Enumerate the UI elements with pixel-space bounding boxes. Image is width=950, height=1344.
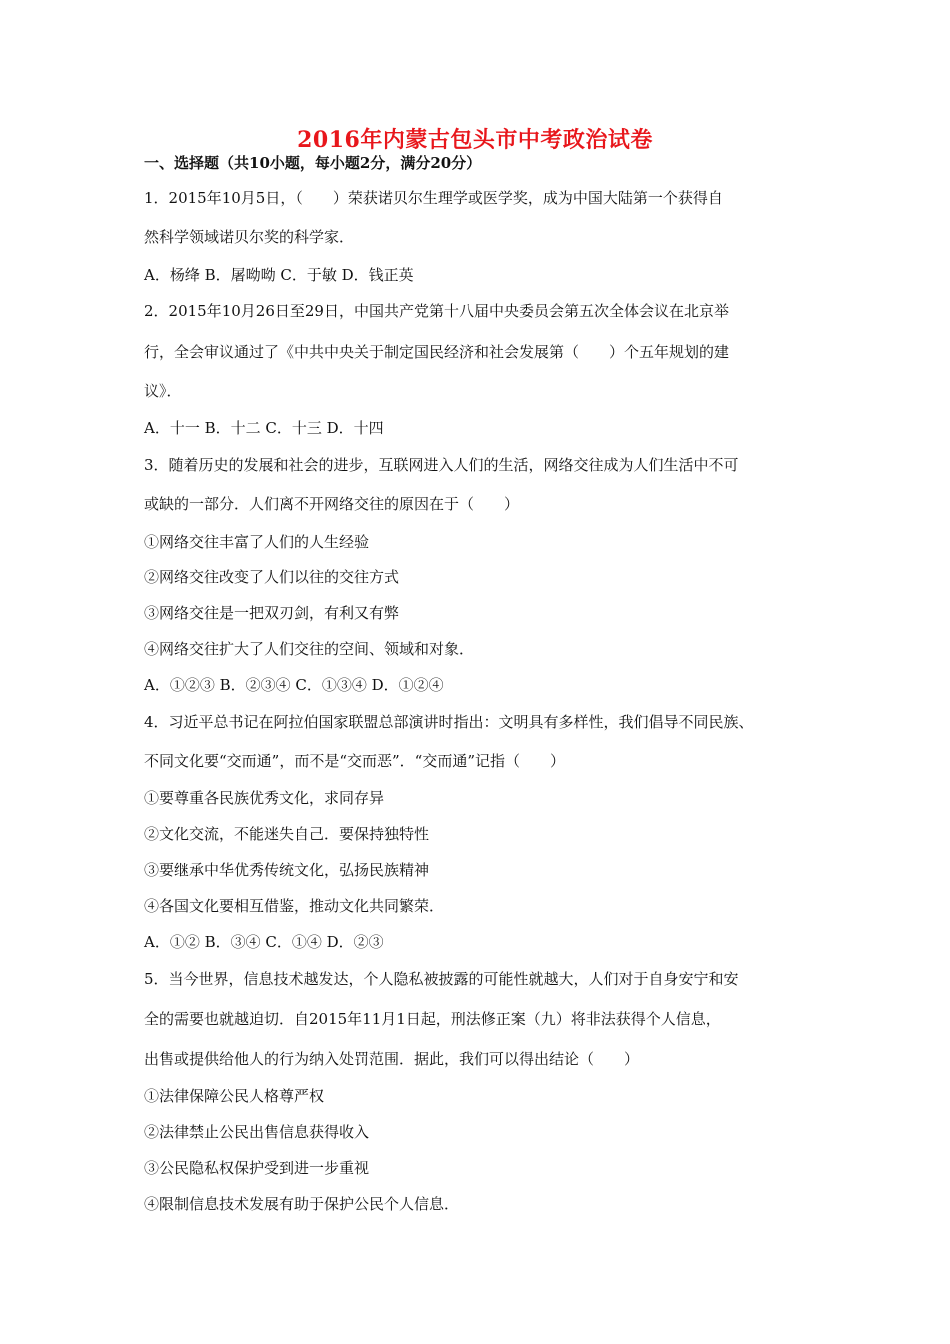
q5-line-2: 全的需要也就越迫切．自2015年11月1日起，刑法修正案（九）将非法获得个人信息， bbox=[144, 1010, 721, 1028]
section-heading: 一、选择题（共10小题，每小题2分，满分20分） bbox=[144, 154, 482, 172]
page-title: 2016年内蒙古包头市中考政治试卷 bbox=[297, 127, 653, 153]
q4-statement-2: ②文化交流，不能迷失自己．要保持独特性 bbox=[144, 825, 430, 843]
q5-statement-3: ③公民隐私权保护受到进一步重视 bbox=[144, 1159, 370, 1177]
q3-line-1: 3．随着历史的发展和社会的进步，互联网进入人们的生活，网络交往成为人们生活中不可 bbox=[144, 456, 739, 474]
q3-statement-4: ④网络交往扩大了人们交往的空间、领域和对象． bbox=[144, 640, 475, 658]
q4-statement-3: ③要继承中华优秀传统文化，弘扬民族精神 bbox=[144, 861, 430, 879]
q4-statement-1: ①要尊重各民族优秀文化，求同存异 bbox=[144, 789, 385, 807]
q5-line-1: 5．当今世界，信息技术越发达，个人隐私被披露的可能性就越大，人们对于自身安宁和安 bbox=[144, 970, 739, 988]
q3-options: A．①②③ B．②③④ C．①③④ D．①②④ bbox=[144, 676, 444, 694]
q2-line-2: 行，全会审议通过了《中共中央关于制定国民经济和社会发展第（ ）个五年规划的建 bbox=[144, 343, 730, 361]
q4-line-1: 4．习近平总书记在阿拉伯国家联盟总部演讲时指出：文明具有多样性，我们倡导不同民族、 bbox=[144, 713, 754, 731]
q1-line-1: 1．2015年10月5日，（ ）荣获诺贝尔生理学或医学奖，成为中国大陆第一个获得自 bbox=[144, 189, 723, 207]
q1-line-2: 然科学领域诺贝尔奖的科学家． bbox=[144, 228, 355, 246]
q5-line-3: 出售或提供给他人的行为纳入处罚范围．据此，我们可以得出结论（ ） bbox=[144, 1050, 640, 1068]
q3-line-2: 或缺的一部分．人们离不开网络交往的原因在于（ ） bbox=[144, 495, 520, 513]
q3-statement-3: ③网络交往是一把双刃剑，有利又有弊 bbox=[144, 604, 400, 622]
q5-statement-2: ②法律禁止公民出售信息获得收入 bbox=[144, 1123, 370, 1141]
q3-statement-1: ①网络交往丰富了人们的人生经验 bbox=[144, 533, 370, 551]
q4-options: A．①② B．③④ C．①④ D．②③ bbox=[144, 933, 384, 951]
q3-statement-2: ②网络交往改变了人们以往的交往方式 bbox=[144, 568, 400, 586]
q4-line-2: 不同文化要“交而通”，而不是“交而恶”．“交而通”记指（ ） bbox=[144, 752, 566, 770]
q2-line-1: 2．2015年10月26日至29日，中国共产党第十八届中央委员会第五次全体会议在北京举 bbox=[144, 302, 729, 320]
q4-statement-4: ④各国文化要相互借鉴，推动文化共同繁荣． bbox=[144, 897, 445, 915]
q2-line-3: 议》． bbox=[144, 382, 182, 400]
q2-options: A．十一 B．十二 C．十三 D．十四 bbox=[144, 419, 384, 437]
q1-options: A．杨绛 B．屠呦呦 C．于敏 D．钱正英 bbox=[144, 266, 414, 284]
q5-statement-1: ①法律保障公民人格尊严权 bbox=[144, 1087, 325, 1105]
q5-statement-4: ④限制信息技术发展有助于保护公民个人信息． bbox=[144, 1195, 460, 1213]
